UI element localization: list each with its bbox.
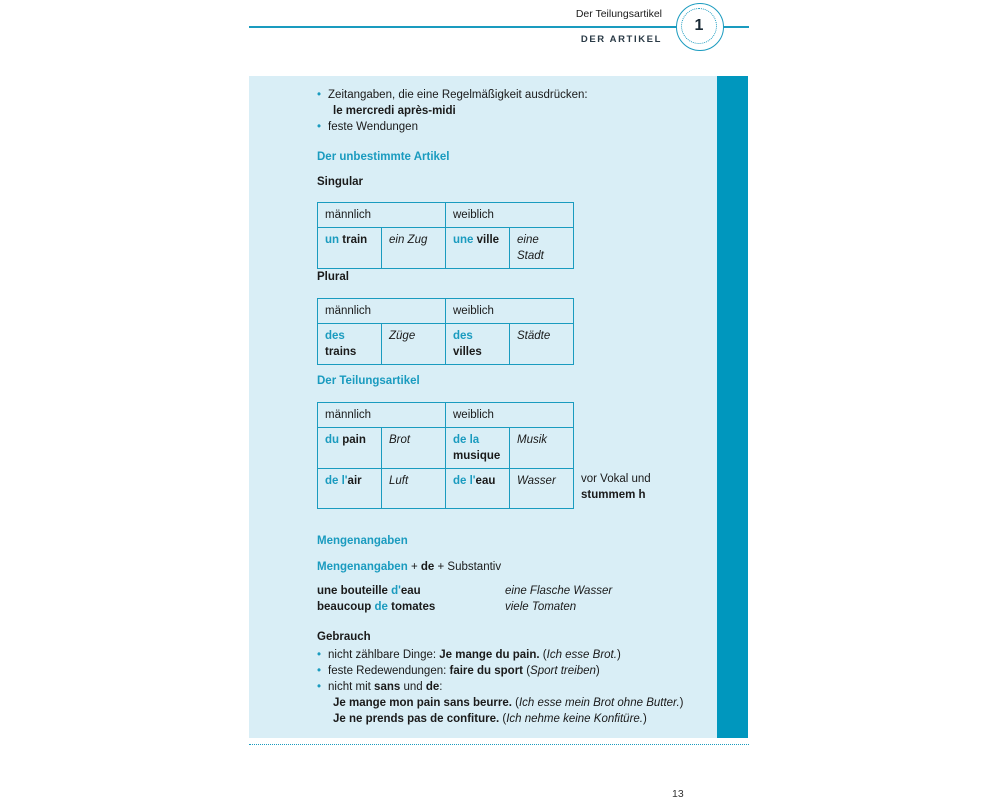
table-cell: ein Zug xyxy=(382,228,446,269)
chapter-sidebar-bar xyxy=(717,76,748,738)
table-cell: eine Stadt xyxy=(510,228,574,269)
chapter-number: 1 xyxy=(681,8,717,44)
vowel-note: vor Vokal und stummem h xyxy=(581,473,651,501)
quantity-example-2-translation: viele Tomaten xyxy=(505,601,577,613)
table-header-feminine: weiblich xyxy=(446,203,574,228)
bullet-icon: • xyxy=(317,649,322,661)
heading-quantities: Mengenangaben xyxy=(317,535,408,547)
heading-usage: Gebrauch xyxy=(317,631,371,643)
footer-dotted-rule xyxy=(249,744,749,745)
table-cell: des trains xyxy=(318,324,382,365)
table-header-feminine: weiblich xyxy=(446,403,574,428)
label-plural: Plural xyxy=(317,271,349,283)
bullet-icon: • xyxy=(317,681,322,693)
running-section-title: DER ARTIKEL xyxy=(580,34,662,45)
table-cell: du pain xyxy=(318,428,382,469)
table-partitive xyxy=(317,402,574,509)
bullet-icon: • xyxy=(317,89,322,101)
usage-example-2: Je ne prends pas de confiture. (Ich nehme keine Konfitüre.) xyxy=(333,713,647,725)
usage-bullet-3: • nicht mit sans und de: xyxy=(317,681,443,693)
table-indefinite-singular xyxy=(317,202,574,269)
quantity-example-1: une bouteille d'eau xyxy=(317,585,421,597)
quantity-example-1-translation: eine Flasche Wasser xyxy=(505,585,613,597)
table-cell: Musik xyxy=(510,428,574,469)
bullet-icon: • xyxy=(317,665,322,677)
table-indefinite-plural xyxy=(317,298,574,365)
table-header-masculine: männlich xyxy=(318,299,446,324)
table-cell: Brot xyxy=(382,428,446,469)
intro-bullet-2: • feste Wendungen xyxy=(317,121,418,133)
table-cell: Luft xyxy=(382,469,446,509)
running-chapter-title: Der Teilungsartikel xyxy=(575,8,662,20)
chapter-badge xyxy=(676,3,724,51)
table-header-feminine: weiblich xyxy=(446,299,574,324)
usage-example-1: Je mange mon pain sans beurre. (Ich esse mein Brot ohne Butter.) xyxy=(333,697,684,709)
table-cell: de l'eau xyxy=(446,469,510,509)
quantities-formula: Mengenangaben + de + Substantiv xyxy=(317,561,502,573)
heading-partitive-article: Der Teilungsartikel xyxy=(317,375,420,387)
table-cell: un train xyxy=(318,228,382,269)
usage-bullet-1: • nicht zählbare Dinge: Je mange du pain. (Ich esse Brot.) xyxy=(317,649,621,661)
page-number: 13 xyxy=(672,788,684,800)
label-singular: Singular xyxy=(317,176,364,188)
usage-bullet-2: • feste Redewendungen: faire du sport (Sport treiben) xyxy=(317,665,600,677)
header-rule xyxy=(249,26,749,28)
table-cell: de la musique xyxy=(446,428,510,469)
table-cell: des villes xyxy=(446,324,510,365)
intro-bullet-1: • Zeitangaben, die eine Regelmäßigkeit ausdrücken: xyxy=(317,89,588,101)
table-cell: de l'air xyxy=(318,469,382,509)
bullet-icon: • xyxy=(317,121,322,133)
heading-indefinite-article: Der unbestimmte Artikel xyxy=(317,151,450,163)
table-header-masculine: männlich xyxy=(318,203,446,228)
table-cell: Wasser xyxy=(510,469,574,509)
table-header-masculine: männlich xyxy=(318,403,446,428)
intro-bullet-1-example: le mercredi après-midi xyxy=(333,105,456,117)
quantity-example-2: beaucoup de tomates xyxy=(317,601,436,613)
table-cell: une ville xyxy=(446,228,510,269)
table-cell: Züge xyxy=(382,324,446,365)
table-cell: Städte xyxy=(510,324,574,365)
